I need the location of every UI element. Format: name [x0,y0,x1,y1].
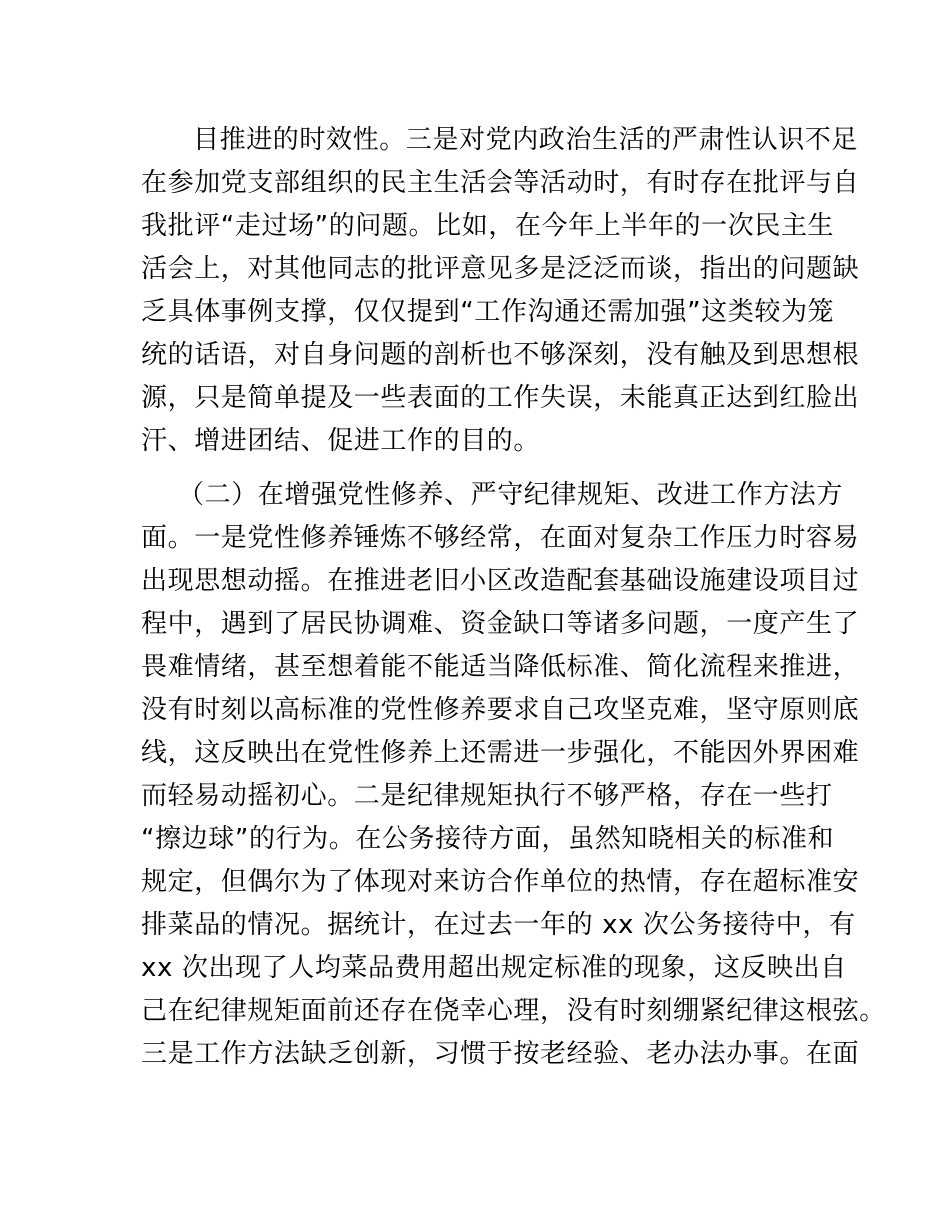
text-line: 程中，遇到了居民协调难、资金缺口等诸多问题，一度产生了 [141,609,860,639]
text-line: 三是工作方法缺乏创新，习惯于按老经验、老办法办事。在面 [141,1039,860,1069]
text-line: 活会上，对其他同志的批评意见多是泛泛而谈，指出的问题缺 [141,254,860,284]
text-line: 面。一是党性修养锤炼不够经常，在面对复杂工作压力时容易 [141,523,860,553]
text-line: 畏难情绪，甚至想着能不能适当降低标准、简化流程来推进， [141,652,860,682]
text-line: xx 次出现了人均菜品费用超出规定标准的现象，这反映出自 [141,953,847,983]
text-line: 目推进的时效性。三是对党内政治生活的严肃性认识不足 [193,125,859,155]
text-line: 乏具体事例支撑，仅仅提到“工作沟通还需加强”这类较为笼 [141,297,835,327]
text-line: 在参加党支部组织的民主生活会等活动时，有时存在批评与自 [141,168,860,198]
text-line: 我批评“走过场”的问题。比如，在今年上半年的一次民主生 [141,211,835,241]
text-line: 出现思想动摇。在推进老旧小区改造配套基础设施建设项目过 [141,566,860,596]
text-line: 而轻易动摇初心。二是纪律规矩执行不够严格，存在一些打 [141,781,833,811]
text-line: 线，这反映出在党性修养上还需进一步强化，不能因外界困难 [141,738,860,768]
text-line: 己在纪律规矩面前还存在侥幸心理，没有时刻绷紧纪律这根弦。 [141,996,886,1026]
text-line: 统的话语，对自身问题的剖析也不够深刻，没有触及到思想根 [141,340,860,370]
text-line: “擦边球”的行为。在公务接待方面，虽然知晓相关的标准和 [141,824,835,854]
text-line: 汗、增进团结、促进工作的目的。 [141,426,541,456]
text-line: 排菜品的情况。据统计，在过去一年的 xx 次公务接待中，有 [141,910,856,940]
section-heading-line: （二）在增强党性修养、严守纪律规矩、改进工作方法方 [178,480,844,510]
text-line: 没有时刻以高标准的党性修养要求自己攻坚克难，坚守原则底 [141,695,860,725]
text-line: 源，只是简单提及一些表面的工作失误，未能真正达到红脸出 [141,383,860,413]
text-line: 规定，但偶尔为了体现对来访合作单位的热情，存在超标准安 [141,867,860,897]
